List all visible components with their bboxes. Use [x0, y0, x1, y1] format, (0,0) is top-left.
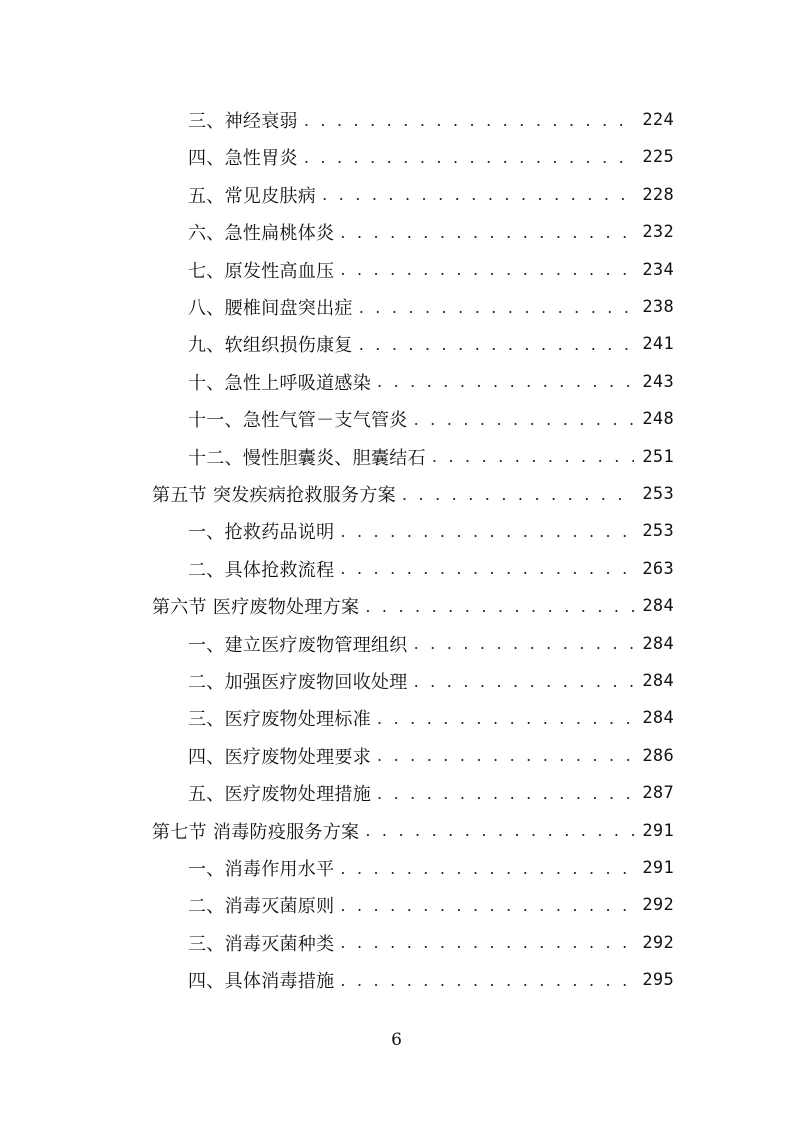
toc-entry: [188, 105, 674, 135]
toc-entry-title: 十、急性上呼吸道感染: [188, 372, 371, 394]
toc-entry-title: 十一、急性气管－支气管炎: [188, 410, 408, 432]
toc-entry: [188, 629, 674, 659]
toc-dot-leader: [340, 896, 634, 915]
toc-dot-leader: [340, 971, 634, 990]
toc-entry: [188, 554, 674, 584]
toc-entry-title: 六、急性扁桃体炎: [188, 223, 335, 245]
toc-entry-title: 一、建立医疗废物管理组织: [188, 634, 408, 656]
toc-entry-page-number: 253: [642, 521, 674, 542]
toc-entry-page-number: 232: [642, 222, 674, 243]
toc-entry-title: 三、神经衰弱: [188, 111, 298, 132]
toc-entry: [188, 404, 674, 434]
toc-entry-page-number: 292: [642, 932, 674, 953]
toc-entry: [188, 329, 674, 359]
toc-entry: [188, 180, 674, 210]
toc-entry-page-number: 292: [642, 895, 674, 916]
toc-entry-title: 四、医疗废物处理要求: [188, 746, 371, 768]
page-number: 6: [391, 1030, 402, 1050]
toc-dot-leader: [359, 298, 635, 317]
toc-dot-leader: [432, 447, 634, 466]
toc-entry-page-number: 243: [642, 371, 674, 392]
toc-dot-leader: [402, 485, 634, 504]
toc-entry-page-number: 225: [642, 147, 674, 168]
toc-entry-page-number: 287: [642, 783, 674, 804]
toc-dot-leader: [365, 821, 634, 840]
toc-entry: [188, 142, 674, 172]
toc-entry: [188, 516, 674, 546]
toc-dot-leader: [377, 784, 634, 803]
toc-entry: [188, 442, 674, 472]
toc-dot-leader: [304, 111, 635, 130]
toc-dot-leader: [414, 634, 635, 653]
toc-entry: [188, 292, 674, 322]
toc-entry: [188, 666, 674, 696]
toc-section-entry: [152, 479, 674, 509]
toc-entry-title: 三、医疗废物处理标准: [188, 709, 371, 731]
toc-entry-page-number: 286: [642, 745, 674, 766]
toc-entry: [188, 255, 674, 285]
toc-dot-leader: [340, 933, 634, 952]
toc-entry-page-number: 224: [642, 110, 674, 130]
toc-dot-leader: [414, 672, 635, 691]
toc-entry-title: 二、消毒灭菌原则: [188, 896, 335, 918]
toc-entry: [188, 965, 674, 995]
toc-entry-page-number: 284: [642, 596, 674, 617]
toc-entry-title: 第六节 医疗废物处理方案: [152, 597, 360, 619]
toc-entry-title: 四、急性胃炎: [188, 148, 298, 170]
toc-entry-page-number: 228: [642, 184, 674, 205]
toc-entry: [188, 928, 674, 958]
toc-entry-page-number: 248: [642, 409, 674, 430]
toc-entry: [188, 217, 674, 247]
toc-entry-page-number: 295: [642, 970, 674, 991]
toc-entry: [188, 890, 674, 920]
toc-entry: [188, 778, 674, 808]
toc-entry-title: 二、加强医疗废物回收处理: [188, 672, 408, 693]
toc-entry-title: 第七节 消毒防疫服务方案: [152, 821, 360, 843]
toc-entry-title: 一、抢救药品说明: [188, 522, 335, 544]
toc-section-entry: [152, 816, 674, 846]
toc-dot-leader: [377, 372, 634, 391]
toc-dot-leader: [359, 335, 635, 354]
toc-entry-title: 第五节 突发疾病抢救服务方案: [152, 485, 396, 506]
toc-entry-page-number: 291: [642, 820, 674, 841]
toc-entry: [188, 367, 674, 397]
toc-dot-leader: [304, 148, 635, 167]
toc-entry-title: 七、原发性高血压: [188, 260, 335, 282]
toc-dot-leader: [377, 746, 634, 765]
toc-entry-page-number: 284: [642, 671, 674, 691]
toc-entry-title: 十二、慢性胆囊炎、胆囊结石: [188, 447, 426, 469]
toc-entry-title: 九、软组织损伤康复: [188, 335, 353, 357]
toc-entry-page-number: 251: [642, 446, 674, 467]
toc-entry-page-number: 238: [642, 297, 674, 317]
toc-dot-leader: [340, 260, 634, 279]
toc-entry-title: 五、医疗废物处理措施: [188, 784, 371, 806]
toc-entry-page-number: 234: [642, 259, 674, 280]
toc-dot-leader: [340, 559, 634, 578]
toc-entry-page-number: 291: [642, 858, 674, 878]
toc-entry-title: 五、常见皮肤病: [188, 185, 317, 207]
toc-dot-leader: [322, 185, 634, 204]
toc-dot-leader: [414, 410, 635, 429]
toc-entry-title: 四、具体消毒措施: [188, 971, 335, 993]
toc-entry-page-number: 253: [642, 484, 674, 504]
toc-entry-title: 八、腰椎间盘突出症: [188, 298, 353, 319]
toc-entry: [188, 703, 674, 733]
toc-entry: [188, 853, 674, 883]
toc-dot-leader: [340, 223, 634, 242]
toc-entry: [188, 741, 674, 771]
toc-entry-page-number: 284: [642, 633, 674, 654]
toc-dot-leader: [365, 597, 634, 616]
toc-section-entry: [152, 591, 674, 621]
toc-entry-title: 一、消毒作用水平: [188, 859, 335, 880]
toc-dot-leader: [340, 522, 634, 541]
toc-entry-page-number: 284: [642, 708, 674, 729]
toc-entry-page-number: 241: [642, 334, 674, 355]
toc-entry-title: 二、具体抢救流程: [188, 559, 335, 581]
toc-dot-leader: [377, 709, 634, 728]
toc-dot-leader: [340, 859, 634, 878]
toc-entry-title: 三、消毒灭菌种类: [188, 933, 335, 955]
toc-entry-page-number: 263: [642, 558, 674, 579]
